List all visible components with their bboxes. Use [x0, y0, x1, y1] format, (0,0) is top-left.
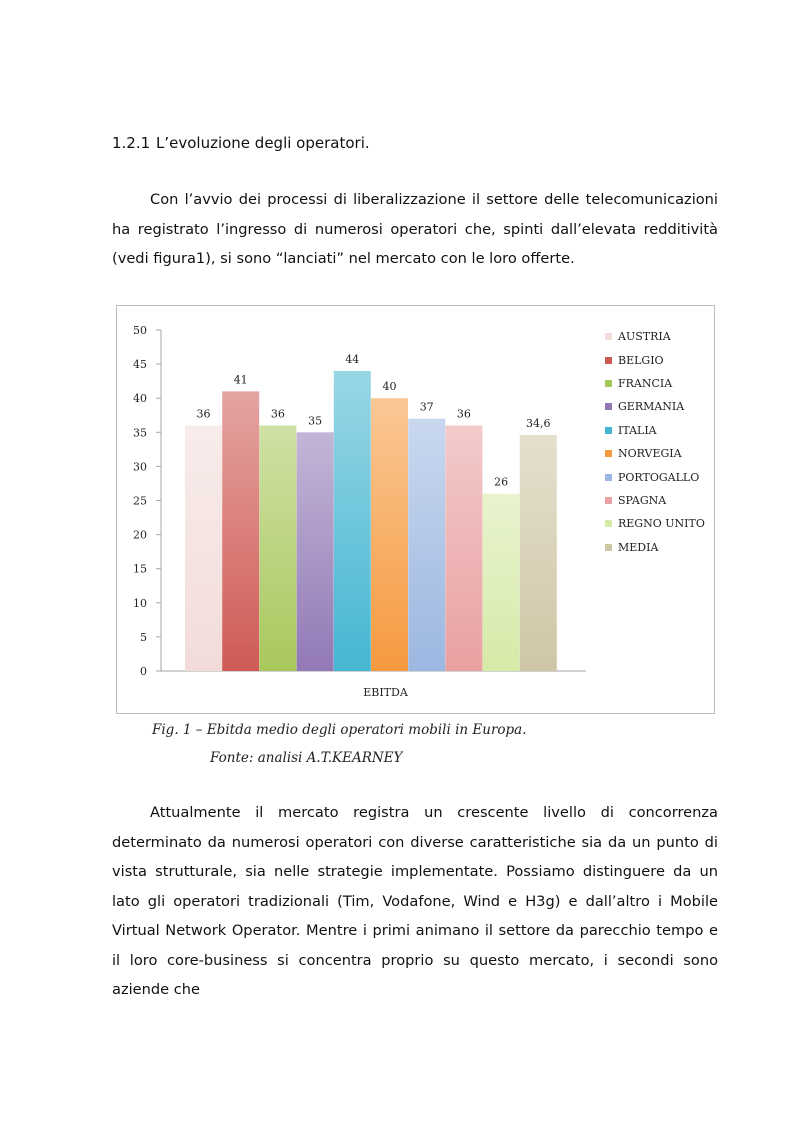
- legend-item-germania: [605, 395, 705, 418]
- legend-swatch-italia: [605, 427, 612, 434]
- figure-source: Fonte: analisi A.T.KEARNEY: [210, 750, 403, 766]
- legend-item-spagna: [605, 489, 705, 512]
- data-label-portogallo: 37: [419, 400, 434, 414]
- legend-label-spagna: SPAGNA: [618, 493, 667, 507]
- intro-paragraph-text: Con l’avvio dei processi di liberalizzazione il settore delle telecomunicazioni ha registrato l’ingresso di numerosi operatori che, spinti dall’elevata redditività (vedi figura1), si sono “lanciati” nel mercato con le loro offerte.: [112, 191, 718, 267]
- y-tick-label: 45: [133, 358, 147, 372]
- y-tick-label: 10: [133, 596, 147, 610]
- bar-italia: [334, 371, 371, 671]
- legend-label-austria: AUSTRIA: [618, 330, 671, 344]
- data-label-italia: 44: [345, 352, 360, 366]
- legend-item-norvegia: [605, 442, 705, 465]
- intro-paragraph: [112, 185, 718, 274]
- legend-label-regno-unito: REGNO UNITO: [618, 517, 705, 531]
- legend-swatch-spagna: [605, 497, 612, 504]
- legend-item-media: [605, 536, 705, 559]
- bar-portogallo: [408, 419, 445, 671]
- legend-label-germania: GERMANIA: [618, 400, 685, 414]
- data-label-media: 34,6: [526, 417, 551, 431]
- legend-swatch-austria: [605, 333, 612, 340]
- figure-caption: Fig. 1 – Ebitda medio degli operatori mobili in Europa.: [152, 722, 527, 738]
- ebitda-chart: [116, 305, 715, 714]
- legend-item-regno-unito: [605, 512, 705, 535]
- legend-item-belgio: [605, 348, 705, 371]
- bar-francia: [259, 425, 296, 671]
- legend-swatch-francia: [605, 380, 612, 387]
- y-tick-label: 25: [133, 494, 147, 508]
- legend-item-francia: [605, 372, 705, 395]
- y-tick-label: 35: [133, 426, 147, 440]
- legend-item-austria: [605, 325, 705, 348]
- legend-item-italia: [605, 419, 705, 442]
- data-label-austria: 36: [196, 407, 211, 421]
- y-tick-label: 5: [140, 630, 147, 644]
- legend-label-belgio: BELGIO: [618, 353, 664, 367]
- bar-spagna: [445, 425, 482, 671]
- y-tick-label: 15: [133, 562, 147, 576]
- y-tick-label: 50: [133, 324, 147, 337]
- legend-label-portogallo: PORTOGALLO: [618, 470, 700, 484]
- legend-swatch-portogallo: [605, 474, 612, 481]
- legend-swatch-belgio: [605, 357, 612, 364]
- legend-swatch-norvegia: [605, 450, 612, 457]
- legend-swatch-germania: [605, 403, 612, 410]
- legend-label-italia: ITALIA: [618, 423, 657, 437]
- bar-germania: [297, 432, 334, 671]
- chart-legend: [605, 325, 705, 559]
- bar-belgio: [222, 391, 259, 671]
- legend-label-francia: FRANCIA: [618, 376, 673, 390]
- data-label-francia: 36: [270, 407, 285, 421]
- section-heading: [112, 134, 370, 152]
- data-label-regno-unito: 26: [494, 475, 509, 489]
- section-title: L’evoluzione degli operatori.: [156, 134, 370, 152]
- body-paragraph: [112, 798, 718, 1005]
- data-label-belgio: 41: [233, 373, 248, 387]
- legend-label-norvegia: NORVEGIA: [618, 447, 682, 461]
- legend-label-media: MEDIA: [618, 540, 659, 554]
- bar-austria: [185, 425, 222, 671]
- data-label-spagna: 36: [456, 407, 471, 421]
- legend-item-portogallo: [605, 465, 705, 488]
- section-number: 1.2.1: [112, 134, 151, 152]
- bar-regno-unito: [483, 494, 520, 671]
- y-tick-label: 20: [133, 528, 147, 542]
- body-paragraph-text: Attualmente il mercato registra un crescente livello di concorrenza determinato da numerosi operatori con diverse caratteristiche sia da un punto di vista strutturale, sia nelle strategie implementate. Possiamo distinguere da un lato gli operatori tradizionali (Tim, Vodafone, Wind e H3g) e dall’altro i Mobile Virtual Network Operator. Mentre i primi animano il settore da parecchio tempo e il loro core-business si concentra proprio su questo mercato, i secondi sono aziende che: [112, 804, 718, 998]
- data-label-norvegia: 40: [382, 380, 397, 394]
- bar-media: [520, 435, 557, 671]
- legend-swatch-media: [605, 544, 612, 551]
- legend-swatch-regno-unito: [605, 520, 612, 527]
- y-tick-label: 0: [140, 665, 147, 678]
- y-tick-label: 30: [133, 460, 147, 474]
- bar-norvegia: [371, 398, 408, 671]
- y-tick-label: 40: [133, 392, 147, 406]
- data-label-germania: 35: [308, 414, 323, 428]
- x-axis-label: EBITDA: [363, 686, 408, 699]
